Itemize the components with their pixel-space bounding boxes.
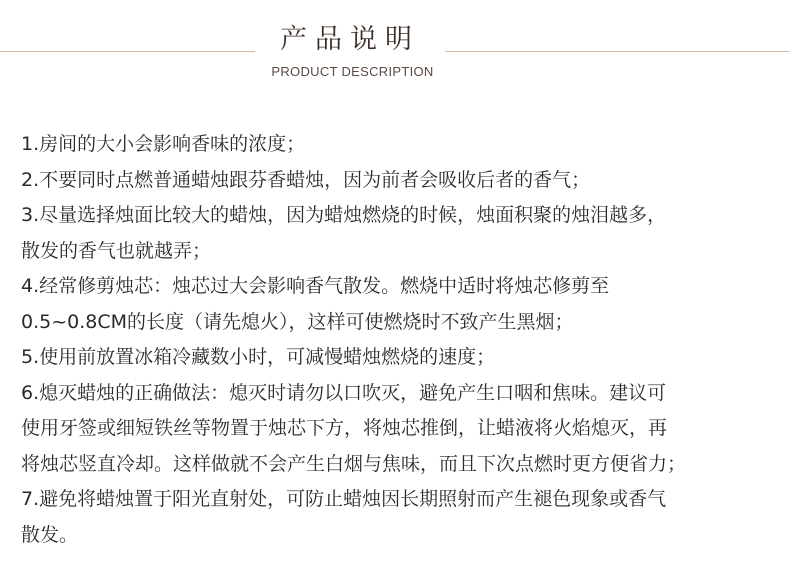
description-line: 5.使用前放置冰箱冷藏数小时，可减慢蜡烛燃烧的速度； bbox=[21, 346, 496, 368]
description-line: 6.熄灭蜡烛的正确做法：熄灭时请勿以口吹灭，避免产生口咽和焦味。建议可 bbox=[21, 381, 667, 404]
description-line: 4.经常修剪烛芯：烛芯过大会影响香气散发。燃烧中适时将烛芯修剪至 bbox=[21, 275, 610, 297]
description-line: 3.尽量选择烛面比较大的蜡烛，因为蜡烛燃烧的时候，烛面积聚的烛泪越多， bbox=[21, 204, 667, 226]
section-header bbox=[0, 0, 790, 95]
description-line: 7.避免将蜡烛置于阳光直射处，可防止蜡烛因长期照射而产生褪色现象或香气 bbox=[21, 488, 667, 510]
description-body bbox=[21, 127, 781, 553]
description-line: 散发。 bbox=[21, 523, 79, 546]
header-divider-right bbox=[445, 51, 790, 52]
description-line: 散发的香气也就越弄； bbox=[21, 239, 212, 262]
description-line: 1.房间的大小会影响香味的浓度； bbox=[21, 133, 306, 155]
section-subtitle: PRODUCT DESCRIPTION bbox=[271, 64, 434, 79]
description-line: 2.不要同时点燃普通蜡烛跟芬香蜡烛，因为前者会吸收后者的香气； bbox=[21, 168, 591, 191]
header-divider-left bbox=[0, 51, 255, 52]
description-line: 使用牙签或细短铁丝等物置于烛芯下方，将烛芯推倒，让蜡液将火焰熄灭，再 bbox=[21, 417, 668, 439]
description-line: 0.5~0.8CM的长度（请先熄火），这样可使燃烧时不致产生黑烟； bbox=[21, 310, 574, 333]
description-line: 将烛芯竖直冷却。这样做就不会产生白烟与焦味，而且下次点燃时更方便省力； bbox=[21, 452, 687, 475]
section-title: 产品说明 bbox=[280, 24, 420, 55]
